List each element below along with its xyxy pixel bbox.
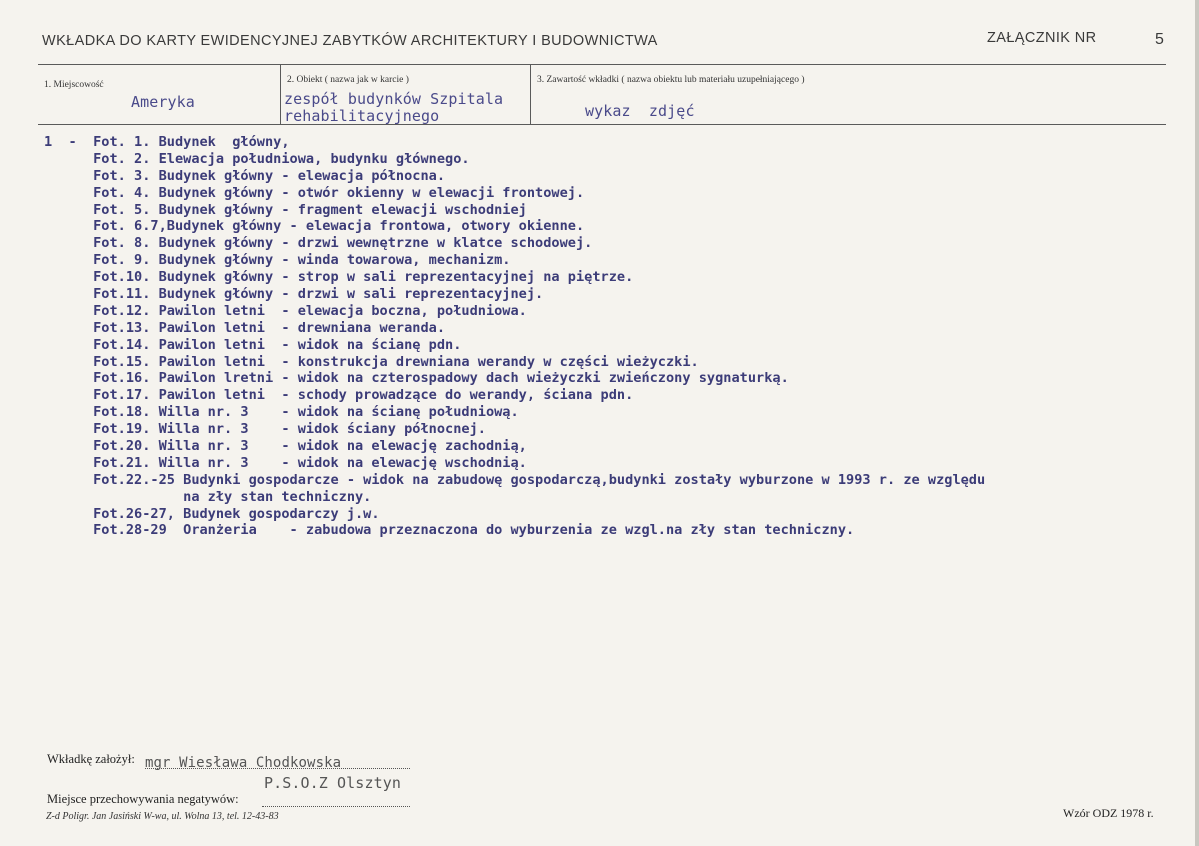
form-template-id: Wzór ODZ 1978 r.	[1063, 806, 1154, 820]
list-item: Fot.15. Pawilon letni - konstrukcja drewniana werandy w części wieżyczki.	[44, 353, 699, 370]
list-item: na zły stan techniczny.	[44, 488, 372, 505]
locality-label: 1. Miejscowość	[44, 80, 104, 90]
list-item: Fot.22.-25 Budynki gospodarcze - widok na zabudowę gospodarczą,budynki zostały wyburzone w 1993 r. ze względu	[44, 471, 986, 488]
object-value-line2: rehabilitacyjnego	[284, 107, 440, 125]
field-bottom-rule	[38, 124, 1166, 125]
negatives-location-dotline	[262, 806, 410, 807]
list-item: Fot.14. Pawilon letni - widok na ścianę pdn.	[44, 336, 462, 353]
list-item: Fot.13. Pawilon letni - drewniana weranda.	[44, 319, 446, 336]
photo-list	[44, 134, 1194, 539]
list-item: Fot.26-27, Budynek gospodarczy j.w.	[44, 505, 380, 522]
field-divider-1	[280, 64, 281, 124]
list-item: Fot. 3. Budynek główny - elewacja północna.	[44, 167, 446, 184]
list-item: Fot.17. Pawilon letni - schody prowadzące do werandy, ściana pdn.	[44, 387, 634, 404]
created-by-name: mgr Wiesława Chodkowska	[145, 755, 342, 771]
created-by-institution: P.S.O.Z Olsztyn	[264, 774, 401, 792]
list-item: Fot. 2. Elewacja południowa, budynku głównego.	[44, 150, 470, 167]
attachment-label: ZAŁĄCZNIK NR	[987, 30, 1097, 46]
list-item: Fot. 6.7,Budynek główny - elewacja frontowa, otwory okienne.	[44, 218, 585, 235]
list-item: Fot.28-29 Oranżeria - zabudowa przeznaczona do wyburzenia ze wzgl.na zły stan techniczny.	[44, 522, 855, 539]
printer-imprint: Z-d Poligr. Jan Jasiński W-wa, ul. Wolna 13, tel. 12-43-83	[46, 811, 279, 822]
list-item: Fot.18. Willa nr. 3 - widok na ścianę południową.	[44, 404, 519, 421]
locality-value: Ameryka	[131, 93, 195, 111]
list-item: Fot. 9. Budynek główny - winda towarowa, mechanizm.	[44, 252, 511, 269]
list-item: Fot.11. Budynek główny - drzwi w sali reprezentacyjnej.	[44, 286, 544, 303]
list-item: Fot.16. Pawilon lretni - widok na czterospadowy dach wieżyczki zwieńczony sygnaturką.	[44, 370, 789, 387]
list-item: Fot.21. Willa nr. 3 - widok na elewację wschodnią.	[44, 454, 527, 471]
attachment-number: 5	[1155, 31, 1164, 48]
content-label: 3. Zawartość wkładki ( nazwa obiektu lub materiału uzupełniającego )	[537, 75, 805, 85]
object-label: 2. Obiekt ( nazwa jak w karcie )	[287, 75, 409, 85]
content-value: wykaz zdjęć	[585, 102, 695, 120]
list-item: Fot. 8. Budynek główny - drzwi wewnętrzne w klatce schodowej.	[44, 235, 593, 252]
object-value-line1: zespół budynków Szpitala	[284, 90, 504, 108]
list-item: 1 - Fot. 1. Budynek główny,	[44, 134, 290, 150]
field-divider-2	[530, 64, 531, 124]
list-item: Fot.19. Willa nr. 3 - widok ściany północnej.	[44, 421, 486, 438]
created-by-label: Wkładkę założył:	[47, 752, 135, 766]
negatives-location-label: Miejsce przechowywania negatywów:	[47, 792, 239, 806]
form-title: WKŁADKA DO KARTY EWIDENCYJNEJ ZABYTKÓW ARCHITEKTURY I BUDOWNICTWA	[42, 33, 658, 49]
top-rule	[38, 64, 1166, 65]
list-item: Fot.20. Willa nr. 3 - widok na elewację zachodnią,	[44, 438, 527, 455]
list-item: Fot.10. Budynek główny - strop w sali reprezentacyjnej na piętrze.	[44, 269, 634, 286]
list-item: Fot.12. Pawilon letni - elewacja boczna, południowa.	[44, 302, 527, 319]
list-item: Fot. 5. Budynek główny - fragment elewacji wschodniej	[44, 201, 527, 218]
list-item: Fot. 4. Budynek główny - otwór okienny w elewacji frontowej.	[44, 184, 585, 201]
